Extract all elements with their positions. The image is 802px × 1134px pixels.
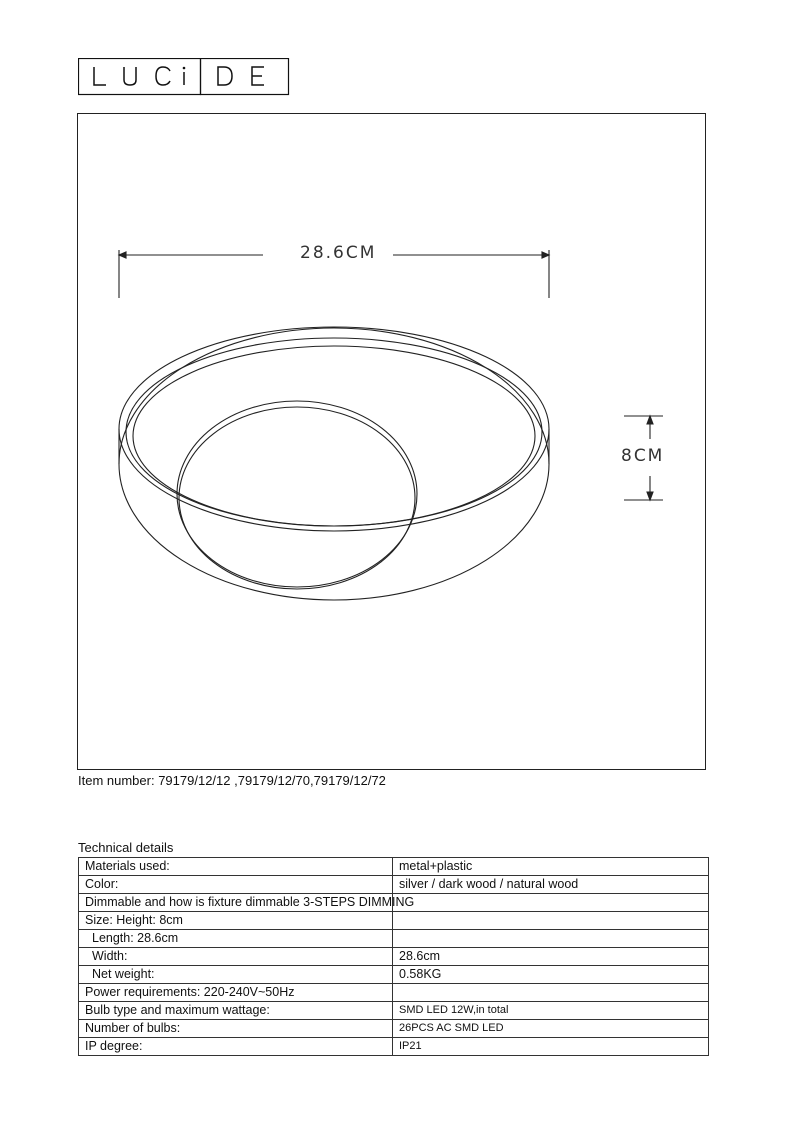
spec-value: [393, 984, 709, 1002]
spec-value: metal+plastic: [393, 858, 709, 876]
table-row: [79, 912, 709, 930]
lamp-line-drawing: [78, 114, 707, 771]
table-row: [79, 1020, 709, 1038]
spec-label: Materials used:: [79, 858, 393, 876]
spec-value: [393, 912, 709, 930]
spec-value: [393, 894, 709, 912]
spec-label: Bulb type and maximum wattage:: [79, 1002, 393, 1020]
spec-value: 26PCS AC SMD LED: [393, 1020, 709, 1038]
table-row: [79, 930, 709, 948]
technical-details-title: Technical details: [78, 840, 174, 855]
height-dimension-label: 8CM: [617, 446, 668, 466]
spec-label: Net weight:: [79, 966, 393, 984]
spec-label: IP degree:: [79, 1038, 393, 1056]
spec-label: Length: 28.6cm: [79, 930, 393, 948]
spec-label: Width:: [79, 948, 393, 966]
technical-details-table: [78, 857, 709, 1056]
table-row: [79, 858, 709, 876]
table-row: [79, 984, 709, 1002]
spec-value: 28.6cm: [393, 948, 709, 966]
table-row: [79, 1038, 709, 1056]
spec-value: 0.58KG: [393, 966, 709, 984]
spec-label: Color:: [79, 876, 393, 894]
table-row: [79, 1002, 709, 1020]
spec-label: Size: Height: 8cm: [79, 912, 393, 930]
spec-label: Number of bulbs:: [79, 1020, 393, 1038]
technical-drawing: [77, 113, 706, 770]
spec-label: Power requirements: 220-240V~50Hz: [79, 984, 393, 1002]
spec-value: silver / dark wood / natural wood: [393, 876, 709, 894]
spec-value: SMD LED 12W,in total: [393, 1002, 709, 1020]
table-row: [79, 876, 709, 894]
lucide-logo: [78, 58, 288, 94]
item-number: Item number: 79179/12/12 ,79179/12/70,79179/12/72: [78, 773, 386, 788]
table-row: [79, 894, 709, 912]
spec-label: Dimmable and how is fixture dimmable 3-STEPS DIMMING: [79, 894, 393, 912]
table-row: [79, 948, 709, 966]
spec-value: IP21: [393, 1038, 709, 1056]
table-row: [79, 966, 709, 984]
width-dimension-label: 28.6CM: [296, 243, 380, 263]
spec-value: [393, 930, 709, 948]
